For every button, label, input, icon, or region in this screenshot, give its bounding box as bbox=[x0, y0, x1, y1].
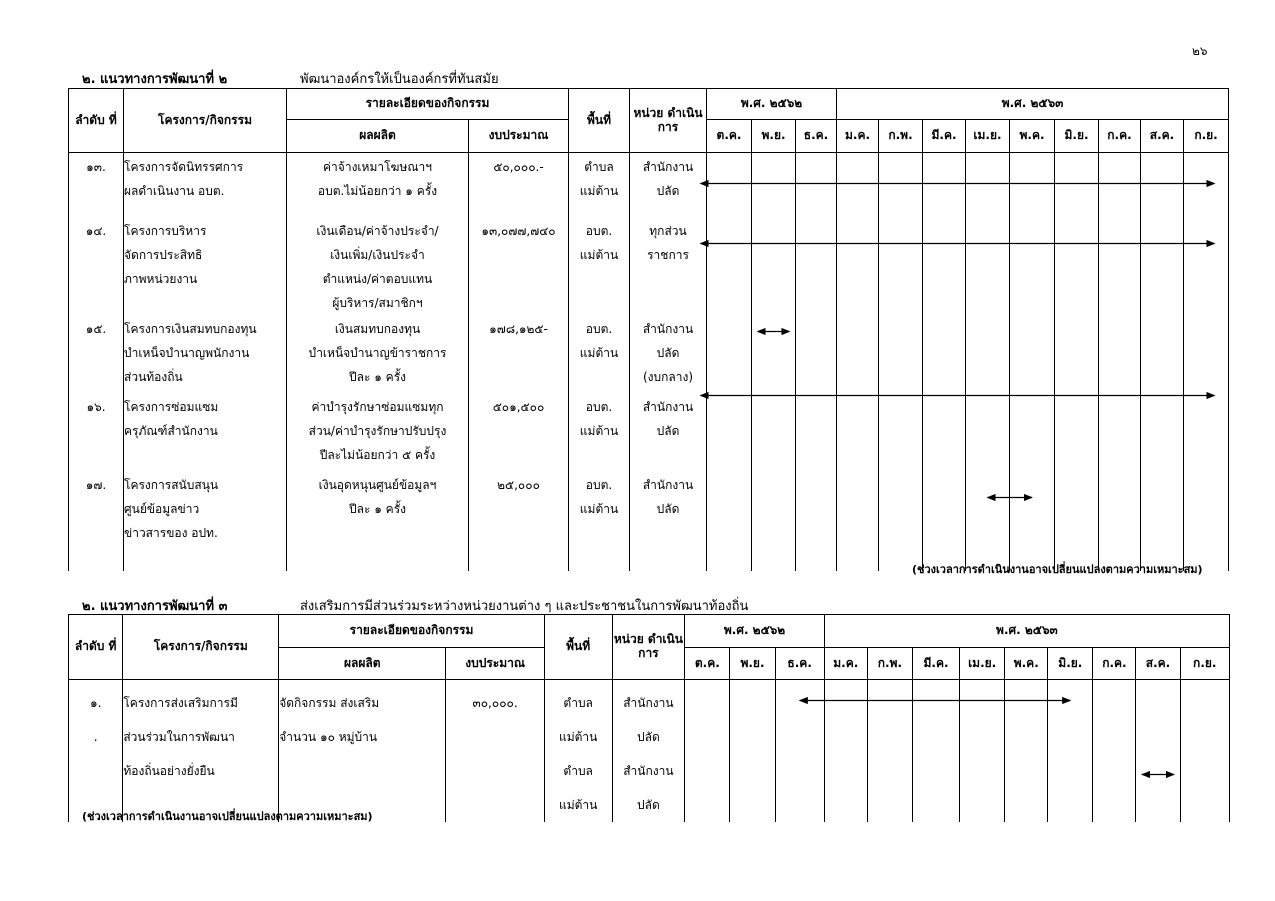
month-cell bbox=[1093, 680, 1136, 823]
unit-value-line: ปลัด bbox=[637, 798, 660, 812]
header-month: ต.ค. bbox=[685, 648, 730, 680]
budget-value: ๕๐,๐๐๐.- bbox=[469, 153, 569, 217]
area-value bbox=[569, 315, 630, 393]
month-cell bbox=[1055, 471, 1099, 571]
header-month: ก.ย. bbox=[1184, 120, 1229, 153]
month-cell bbox=[1141, 393, 1184, 471]
output-description bbox=[287, 393, 469, 471]
area-value-line: ตำบล bbox=[563, 696, 593, 710]
project-name-line: ครุภัณฑ์สำนักงาน bbox=[124, 423, 218, 438]
area-value bbox=[569, 217, 630, 315]
header-month: พ.ค. bbox=[1010, 120, 1055, 153]
output-description bbox=[287, 471, 469, 571]
month-cell bbox=[966, 471, 1010, 571]
month-cell bbox=[867, 680, 912, 823]
header-month: พ.ย. bbox=[752, 120, 796, 153]
unit-value-line: ปลัด bbox=[656, 345, 680, 360]
area-value-line: แม่ต้าน bbox=[558, 798, 598, 812]
header-area: พื้นที่ bbox=[569, 89, 630, 153]
unit-value-line: (งบกลาง) bbox=[642, 369, 694, 384]
area-value bbox=[544, 680, 612, 823]
area-value-line: แม่ต้าน bbox=[579, 247, 619, 262]
output-description-line: ปีละไม่น้อยกว่า ๕ ครั้ง bbox=[319, 447, 436, 462]
area-value-line: อบต. bbox=[585, 477, 613, 492]
month-cell bbox=[1010, 217, 1055, 315]
month-cell bbox=[796, 153, 837, 217]
project-name-line: โครงการซ่อมแซม bbox=[124, 399, 219, 414]
month-cell bbox=[752, 315, 796, 393]
section-title-2 bbox=[82, 68, 499, 89]
schedule-note: (ช่วงเวลาการดำเนินงานอาจเปลี่ยนแปลงตามความเหมาะสม) bbox=[82, 810, 373, 823]
month-cell bbox=[1055, 153, 1099, 217]
header-details: รายละเอียดของกิจกรรม bbox=[279, 615, 545, 648]
month-cell bbox=[1055, 393, 1099, 471]
month-cell bbox=[837, 315, 879, 393]
month-cell bbox=[923, 393, 966, 471]
header-month: มี.ค. bbox=[923, 120, 966, 153]
unit-value bbox=[630, 393, 707, 471]
month-cell bbox=[685, 680, 730, 823]
section-title-prefix: ๒. แนวทางการพัฒนาที่ ๒ bbox=[82, 72, 228, 87]
unit-value-line: สำนักงาน bbox=[642, 399, 694, 414]
section-title-desc: พัฒนาองค์กรให้เป็นองค์กรที่ทันสมัย bbox=[300, 72, 499, 87]
unit-value-line: สำนักงาน bbox=[642, 160, 694, 174]
project-name-line: จัดการประสิทธิ bbox=[124, 247, 203, 262]
project-name-line: โครงการส่งเสริมการมี bbox=[123, 696, 238, 710]
month-cell bbox=[1184, 471, 1229, 571]
header-month: เม.ย. bbox=[960, 648, 1005, 680]
output-description bbox=[287, 315, 469, 393]
header-budget: งบประมาณ bbox=[446, 648, 544, 680]
row-number: ๑๗. bbox=[69, 471, 124, 571]
header-month: ก.ค. bbox=[1093, 648, 1136, 680]
project-name-line: บำเหน็จบำนาญพนักงาน bbox=[124, 345, 250, 360]
month-cell bbox=[1005, 680, 1048, 823]
header-month: ก.พ. bbox=[867, 648, 912, 680]
month-cell bbox=[879, 315, 923, 393]
area-value-line: แม่ต้าน bbox=[579, 184, 619, 198]
month-cell bbox=[837, 153, 879, 217]
output-description bbox=[279, 680, 446, 823]
project-name bbox=[123, 680, 279, 823]
header-month: ม.ค. bbox=[837, 120, 879, 153]
header-month: พ.ย. bbox=[730, 648, 775, 680]
output-description-line: เงินเดือน/ค่าจ้างประจำ/ bbox=[316, 223, 439, 238]
month-cell bbox=[879, 153, 923, 217]
header-project: โครงการ/กิจกรรม bbox=[124, 89, 287, 153]
month-cell bbox=[1136, 680, 1180, 823]
area-value-line: แม่ต้าน bbox=[579, 501, 619, 516]
table-row bbox=[69, 393, 1229, 471]
page-number: ๒๖ bbox=[1192, 44, 1208, 58]
header-month: เม.ย. bbox=[966, 120, 1010, 153]
header-month: ก.ย. bbox=[1180, 648, 1229, 680]
month-cell bbox=[752, 471, 796, 571]
month-cell bbox=[912, 680, 959, 823]
month-cell bbox=[837, 217, 879, 315]
month-cell bbox=[966, 393, 1010, 471]
month-cell bbox=[837, 393, 879, 471]
header-month: ก.พ. bbox=[879, 120, 923, 153]
month-cell bbox=[1010, 393, 1055, 471]
unit-value bbox=[612, 680, 685, 823]
unit-value bbox=[630, 471, 707, 571]
month-cell bbox=[752, 153, 796, 217]
area-value-line: ตำบล bbox=[563, 764, 593, 778]
month-cell bbox=[960, 680, 1005, 823]
project-name-line: โครงการบริหาร bbox=[124, 223, 207, 238]
unit-value-line: ทุกส่วน bbox=[649, 223, 687, 238]
area-value bbox=[569, 471, 630, 571]
project-name-line: โครงการสนับสนุน bbox=[124, 477, 219, 492]
month-cell bbox=[1184, 315, 1229, 393]
budget-value: ๕๐๑,๕๐๐ bbox=[469, 393, 569, 471]
output-description-line: ค่าจ้างเหมาโฆษณาฯ bbox=[323, 160, 432, 174]
plan-table-section-3 bbox=[68, 614, 1230, 822]
table-row bbox=[69, 471, 1229, 571]
month-cell bbox=[730, 680, 775, 823]
output-description-line: เงินอุดหนุนศูนย์ข้อมูลฯ bbox=[318, 477, 437, 492]
month-cell bbox=[966, 153, 1010, 217]
month-cell bbox=[796, 393, 837, 471]
unit-value bbox=[630, 217, 707, 315]
month-cell bbox=[923, 217, 966, 315]
budget-value: ๒๕,๐๐๐ bbox=[469, 471, 569, 571]
month-cell bbox=[966, 315, 1010, 393]
budget-value: ๑๗๘,๑๒๕- bbox=[469, 315, 569, 393]
output-description-line: ตำแหน่ง/ค่าตอบแทน bbox=[322, 271, 433, 286]
month-cell bbox=[1055, 315, 1099, 393]
month-cell bbox=[837, 471, 879, 571]
unit-value bbox=[630, 315, 707, 393]
output-description bbox=[287, 217, 469, 315]
header-month: พ.ค. bbox=[1005, 648, 1048, 680]
table-row bbox=[69, 153, 1229, 217]
month-cell bbox=[1010, 315, 1055, 393]
unit-value-line: ปลัด bbox=[656, 423, 680, 438]
month-cell bbox=[1099, 153, 1141, 217]
output-description-line: เงินเพิ่ม/เงินประจำ bbox=[330, 247, 425, 262]
schedule-note: (ช่วงเวลาการดำเนินงานอาจเปลี่ยนแปลงตามความเหมาะสม) bbox=[912, 563, 1203, 576]
unit-value-line: สำนักงาน bbox=[623, 764, 674, 778]
unit-value-line: ราชการ bbox=[647, 247, 689, 262]
month-cell bbox=[1184, 393, 1229, 471]
month-cell bbox=[1099, 315, 1141, 393]
month-cell bbox=[775, 680, 824, 823]
row-number: ๑๓. bbox=[69, 153, 124, 217]
output-description-line: ส่วน/ค่าบำรุงรักษาปรับปรุง bbox=[308, 423, 447, 438]
row-number-line: . bbox=[93, 730, 98, 744]
month-cell bbox=[1099, 393, 1141, 471]
header-unit: หน่วย ดำเนินการ bbox=[630, 89, 707, 153]
output-description-line: ปีละ ๑ ครั้ง bbox=[349, 501, 406, 516]
project-name bbox=[124, 153, 287, 217]
month-cell bbox=[707, 393, 752, 471]
month-cell bbox=[1184, 153, 1229, 217]
budget-value: ๓๐,๐๐๐. bbox=[446, 680, 544, 823]
month-cell bbox=[1180, 680, 1229, 823]
section-title-3 bbox=[82, 595, 749, 616]
month-cell bbox=[923, 153, 966, 217]
header-year-2562: พ.ศ. ๒๕๖๒ bbox=[685, 615, 824, 648]
header-no: ลำดับ ที่ bbox=[69, 615, 123, 680]
project-name bbox=[124, 217, 287, 315]
budget-value: ๑๓,๐๗๗,๗๔๐ bbox=[469, 217, 569, 315]
month-cell bbox=[966, 217, 1010, 315]
output-description-line: จำนวน ๑๐ หมู่บ้าน bbox=[279, 730, 378, 744]
month-cell bbox=[1141, 315, 1184, 393]
header-month: ก.ค. bbox=[1099, 120, 1141, 153]
unit-value-line: สำนักงาน bbox=[642, 321, 694, 336]
header-no: ลำดับ ที่ bbox=[69, 89, 124, 153]
month-cell bbox=[879, 471, 923, 571]
header-output: ผลผลิต bbox=[279, 648, 446, 680]
project-name bbox=[124, 315, 287, 393]
header-month: ส.ค. bbox=[1136, 648, 1180, 680]
month-cell bbox=[796, 471, 837, 571]
month-cell bbox=[1141, 217, 1184, 315]
header-month: มิ.ย. bbox=[1048, 648, 1093, 680]
unit-value bbox=[630, 153, 707, 217]
table-row bbox=[69, 217, 1229, 315]
unit-value-line: ปลัด bbox=[656, 501, 680, 516]
project-name bbox=[124, 393, 287, 471]
month-cell bbox=[796, 217, 837, 315]
unit-value-line: สำนักงาน bbox=[642, 477, 694, 492]
header-year-2563: พ.ศ. ๒๕๖๓ bbox=[837, 89, 1229, 120]
month-cell bbox=[1141, 471, 1184, 571]
month-cell bbox=[879, 217, 923, 315]
section-title-prefix: ๒. แนวทางการพัฒนาที่ ๓ bbox=[82, 599, 228, 614]
month-cell bbox=[1055, 217, 1099, 315]
row-number: ๑๕. bbox=[69, 315, 124, 393]
project-name bbox=[124, 471, 287, 571]
area-value-line: ตำบล bbox=[584, 160, 614, 174]
month-cell bbox=[707, 471, 752, 571]
row-number bbox=[69, 680, 123, 823]
area-value-line: แม่ต้าน bbox=[579, 423, 619, 438]
header-budget: งบประมาณ bbox=[469, 120, 569, 153]
table-row bbox=[69, 680, 1230, 823]
project-name-line: ท้องถิ่นอย่างยั่งยืน bbox=[123, 764, 215, 778]
area-value-line: แม่ต้าน bbox=[558, 730, 598, 744]
header-project: โครงการ/กิจกรรม bbox=[123, 615, 279, 680]
month-cell bbox=[752, 217, 796, 315]
month-cell bbox=[1048, 680, 1093, 823]
project-name-line: ข่าวสารของ อปท. bbox=[124, 525, 218, 540]
unit-value-line: ปลัด bbox=[656, 184, 680, 198]
month-cell bbox=[923, 471, 966, 571]
project-name-line: ส่วนร่วมในการพัฒนา bbox=[123, 730, 235, 744]
header-month: ต.ค. bbox=[707, 120, 752, 153]
month-cell bbox=[879, 393, 923, 471]
header-month: มิ.ย. bbox=[1055, 120, 1099, 153]
month-cell bbox=[1099, 217, 1141, 315]
header-month: ม.ค. bbox=[824, 648, 867, 680]
header-year-2563: พ.ศ. ๒๕๖๓ bbox=[824, 615, 1229, 648]
month-cell bbox=[707, 153, 752, 217]
header-details: รายละเอียดของกิจกรรม bbox=[287, 89, 569, 120]
header-unit: หน่วย ดำเนินการ bbox=[612, 615, 685, 680]
project-name-line: โครงการจัดนิทรรศการ bbox=[124, 160, 244, 174]
month-cell bbox=[1099, 471, 1141, 571]
header-month: ธ.ค. bbox=[796, 120, 837, 153]
area-value-line: อบต. bbox=[585, 223, 613, 238]
header-month: มี.ค. bbox=[912, 648, 959, 680]
output-description-line: จัดกิจกรรม ส่งเสริม bbox=[279, 696, 380, 710]
output-description-line: เงินสมทบกองทุน bbox=[334, 321, 421, 336]
month-cell bbox=[824, 680, 867, 823]
output-description bbox=[287, 153, 469, 217]
plan-table-section-2 bbox=[68, 88, 1229, 571]
header-year-2562: พ.ศ. ๒๕๖๒ bbox=[707, 89, 837, 120]
output-description-line: อบต.ไม่น้อยกว่า ๑ ครั้ง bbox=[317, 184, 438, 198]
output-description-line: ปีละ ๑ ครั้ง bbox=[349, 369, 406, 384]
header-month: ธ.ค. bbox=[775, 648, 824, 680]
month-cell bbox=[1184, 217, 1229, 315]
month-cell bbox=[923, 315, 966, 393]
output-description-line: ค่าบำรุงรักษาซ่อมแซมทุก bbox=[311, 399, 444, 414]
area-value bbox=[569, 393, 630, 471]
row-number-line: ๑. bbox=[89, 696, 102, 710]
area-value-line: อบต. bbox=[585, 321, 613, 336]
project-name-line: ศูนย์ข้อมูลข่าว bbox=[124, 501, 200, 516]
project-name-line: ภาพหน่วยงาน bbox=[124, 271, 198, 286]
unit-value-line: ปลัด bbox=[637, 730, 660, 744]
project-name-line: โครงการเงินสมทบกองทุน bbox=[124, 321, 257, 336]
month-cell bbox=[1010, 471, 1055, 571]
area-value bbox=[569, 153, 630, 217]
row-number: ๑๔. bbox=[69, 217, 124, 315]
month-cell bbox=[707, 315, 752, 393]
area-value-line: แม่ต้าน bbox=[579, 345, 619, 360]
area-value-line: อบต. bbox=[585, 399, 613, 414]
month-cell bbox=[707, 217, 752, 315]
project-name-line: ส่วนท้องถิ่น bbox=[124, 369, 183, 384]
header-month: ส.ค. bbox=[1141, 120, 1184, 153]
output-description-line: ผู้บริหาร/สมาชิกฯ bbox=[332, 295, 423, 310]
month-cell bbox=[1010, 153, 1055, 217]
month-cell bbox=[1141, 153, 1184, 217]
section-title-desc: ส่งเสริมการมีส่วนร่วมระหว่างหน่วยงานต่าง ๆ และประชาชนในการพัฒนาท้องถิ่น bbox=[300, 599, 749, 614]
unit-value-line: สำนักงาน bbox=[623, 696, 674, 710]
month-cell bbox=[752, 393, 796, 471]
table-row bbox=[69, 315, 1229, 393]
header-output: ผลผลิต bbox=[287, 120, 469, 153]
row-number: ๑๖. bbox=[69, 393, 124, 471]
project-name-line: ผลดำเนินงาน อบต. bbox=[124, 184, 225, 198]
output-description-line: บำเหน็จบำนาญข้าราชการ bbox=[308, 345, 447, 360]
header-area: พื้นที่ bbox=[544, 615, 612, 680]
month-cell bbox=[796, 315, 837, 393]
